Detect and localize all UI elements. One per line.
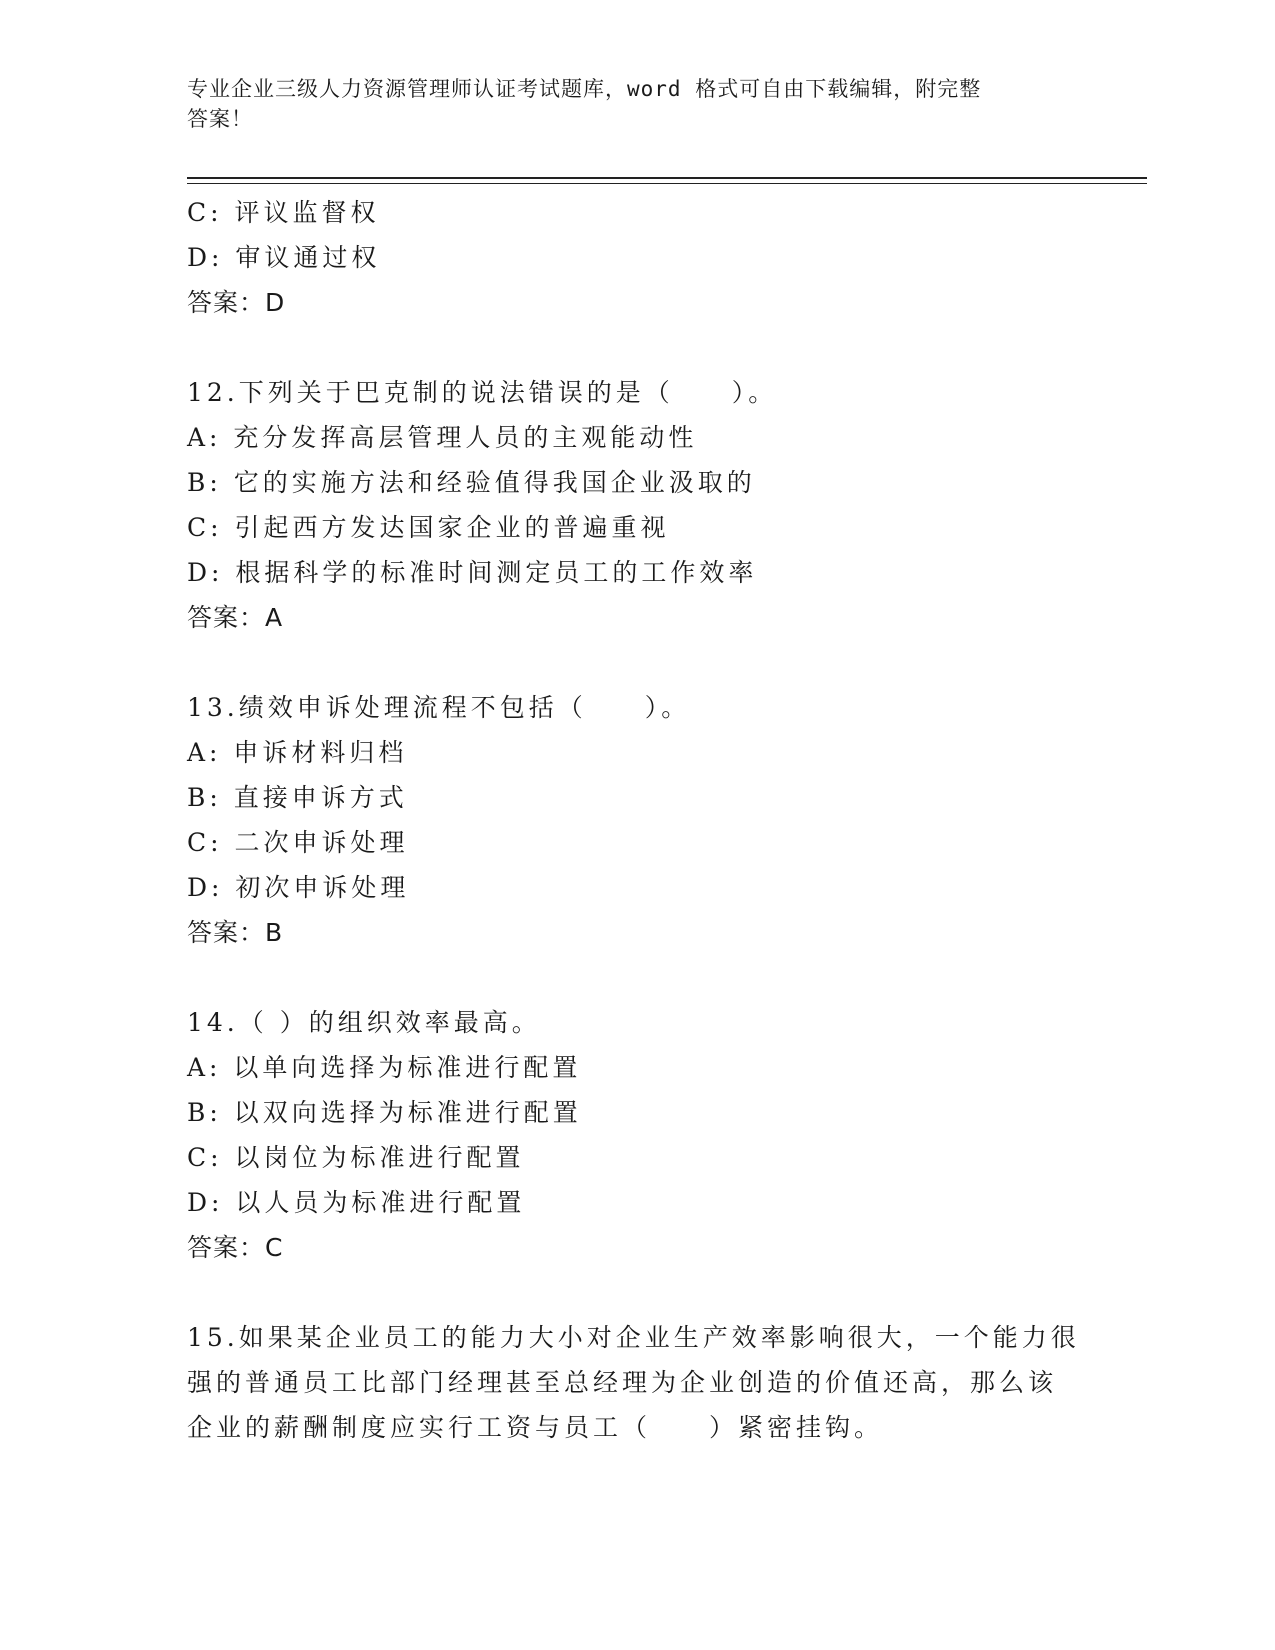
header-line-1: 专业企业三级人力资源管理师认证考试题库，word 格式可自由下载编辑，附完整 xyxy=(187,77,982,101)
page-header xyxy=(187,74,1067,134)
answer: 答案：B xyxy=(187,918,284,947)
option-c: C: 二次申诉处理 xyxy=(187,828,409,857)
answer: 答案：A xyxy=(187,603,284,632)
question-text: 12.下列关于巴克制的说法错误的是（ ）。 xyxy=(187,378,778,407)
question-text: 13.绩效申诉处理流程不包括（ ）。 xyxy=(187,693,691,722)
question-11 xyxy=(187,190,1087,325)
question-text-line-2: 强的普通员工比部门经理甚至总经理为企业创造的价值还高，那么该 xyxy=(187,1368,1058,1397)
option-a: A: 以单向选择为标准进行配置 xyxy=(187,1053,582,1082)
question-12 xyxy=(187,370,1087,640)
option-a: A: 充分发挥高层管理人员的主观能动性 xyxy=(187,423,698,452)
header-rule-thick xyxy=(187,177,1147,179)
option-a: A: 申诉材料归档 xyxy=(187,738,408,767)
question-text-line-3: 企业的薪酬制度应实行工资与员工（ ）紧密挂钩。 xyxy=(187,1413,884,1442)
option-c: C: 评议监督权 xyxy=(187,198,380,227)
option-d: D: 根据科学的标准时间测定员工的工作效率 xyxy=(187,558,758,587)
option-d: D: 以人员为标准进行配置 xyxy=(187,1188,526,1217)
option-d: D: 初次申诉处理 xyxy=(187,873,410,902)
option-c: C: 引起西方发达国家企业的普遍重视 xyxy=(187,513,670,542)
option-b: B: 它的实施方法和经验值得我国企业汲取的 xyxy=(187,468,756,497)
question-15 xyxy=(187,1315,1087,1450)
option-c: C: 以岗位为标准进行配置 xyxy=(187,1143,525,1172)
question-text: 14.（ ）的组织效率最高。 xyxy=(187,1008,541,1037)
header-line-2: 答案！ xyxy=(187,107,253,131)
option-b: B: 直接申诉方式 xyxy=(187,783,408,812)
header-rule-thin xyxy=(187,183,1147,184)
option-b: B: 以双向选择为标准进行配置 xyxy=(187,1098,582,1127)
question-text-line-1: 15.如果某企业员工的能力大小对企业生产效率影响很大，一个能力很 xyxy=(187,1323,1080,1352)
option-d: D: 审议通过权 xyxy=(187,243,381,272)
answer: 答案：D xyxy=(187,288,286,317)
answer: 答案：C xyxy=(187,1233,284,1262)
question-list xyxy=(187,190,1087,1450)
question-14 xyxy=(187,1000,1087,1270)
question-13 xyxy=(187,685,1087,955)
